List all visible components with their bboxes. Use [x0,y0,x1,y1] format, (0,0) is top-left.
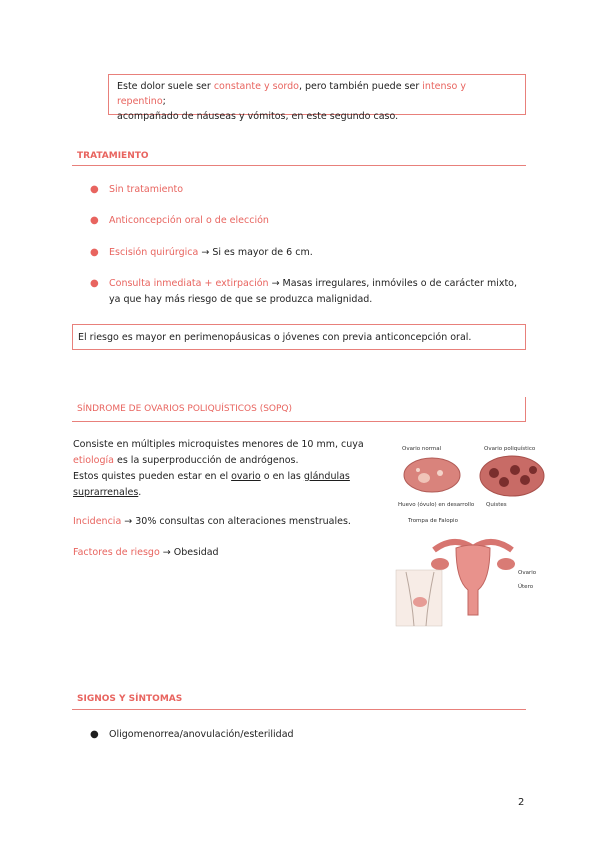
right-ovary-shape [497,558,515,570]
normal-ovary-shape [404,458,460,492]
polycystic-ovary-shape [480,456,544,496]
label-ovary: Ovario [518,570,537,576]
bullet-icon: ● [90,278,99,289]
bullet-icon: ● [90,729,99,740]
suprarrenales-term: suprarrenales [73,487,139,498]
bullet-icon: ● [90,247,99,258]
developing-egg-shape [418,473,430,483]
ovary-illustration [394,440,552,628]
intro-box: Este dolor suele ser constante y sordo, pero también puede ser intenso y repentino; acompañado de náuseas y vómitos, en este segundo caso. [108,74,526,115]
incidencia-line: Incidencia → 30% consultas con alteraciones menstruales. [73,516,351,527]
label-normal-ovary: Ovario normal [402,446,442,452]
label-uterus: Útero [518,584,534,590]
sopq-description: Consiste en múltiples microquistes menores de 10 mm, cuya etiología es la superproducción de andrógenos. Estos quistes pueden estar en el ovario o en las glándulas suprarrenales. [73,439,364,498]
factores-line: Factores de riesgo → Obesidad [73,547,219,558]
page-number: 2 [518,797,525,808]
highlight-constante: constante y sordo [213,81,299,92]
risk-box: El riesgo es mayor en perimenopáusicas o jóvenes con previa anticoncepción oral. [72,324,526,350]
ovary-diagram-svg [394,440,552,628]
left-ovary-shape [431,558,449,570]
label-polycystic-ovary: Ovario poliquístico [484,446,536,452]
label-developing-egg: Huevo (óvulo) en desarrollo [398,502,475,508]
bullet-icon: ● [90,215,99,226]
bullet-icon: ● [90,184,99,195]
section-title-sopq: SÍNDROME DE OVARIOS POLIQUÍSTICOS (SOPQ) [72,397,526,422]
list-item: ● Consulta inmediata + extirpación → Masas irregulares, inmóviles o de carácter mixto, ya que hay más riesgo de que se produzca malignidad. [90,278,518,305]
ovario-term: ovario [231,471,261,482]
highlight-intenso: intenso y repentino [117,81,466,107]
etiologia-term: etiología [73,455,114,466]
label-fallopian-tube: Trompa de Falopio [408,518,458,524]
uterus-shape [456,545,490,615]
glandulas-term: glándulas [303,471,350,482]
section-title-tratamiento: TRATAMIENTO [72,150,526,166]
section-title-signos: SIGNOS Y SÍNTOMAS [72,690,526,710]
label-cysts: Quistes [486,502,507,508]
